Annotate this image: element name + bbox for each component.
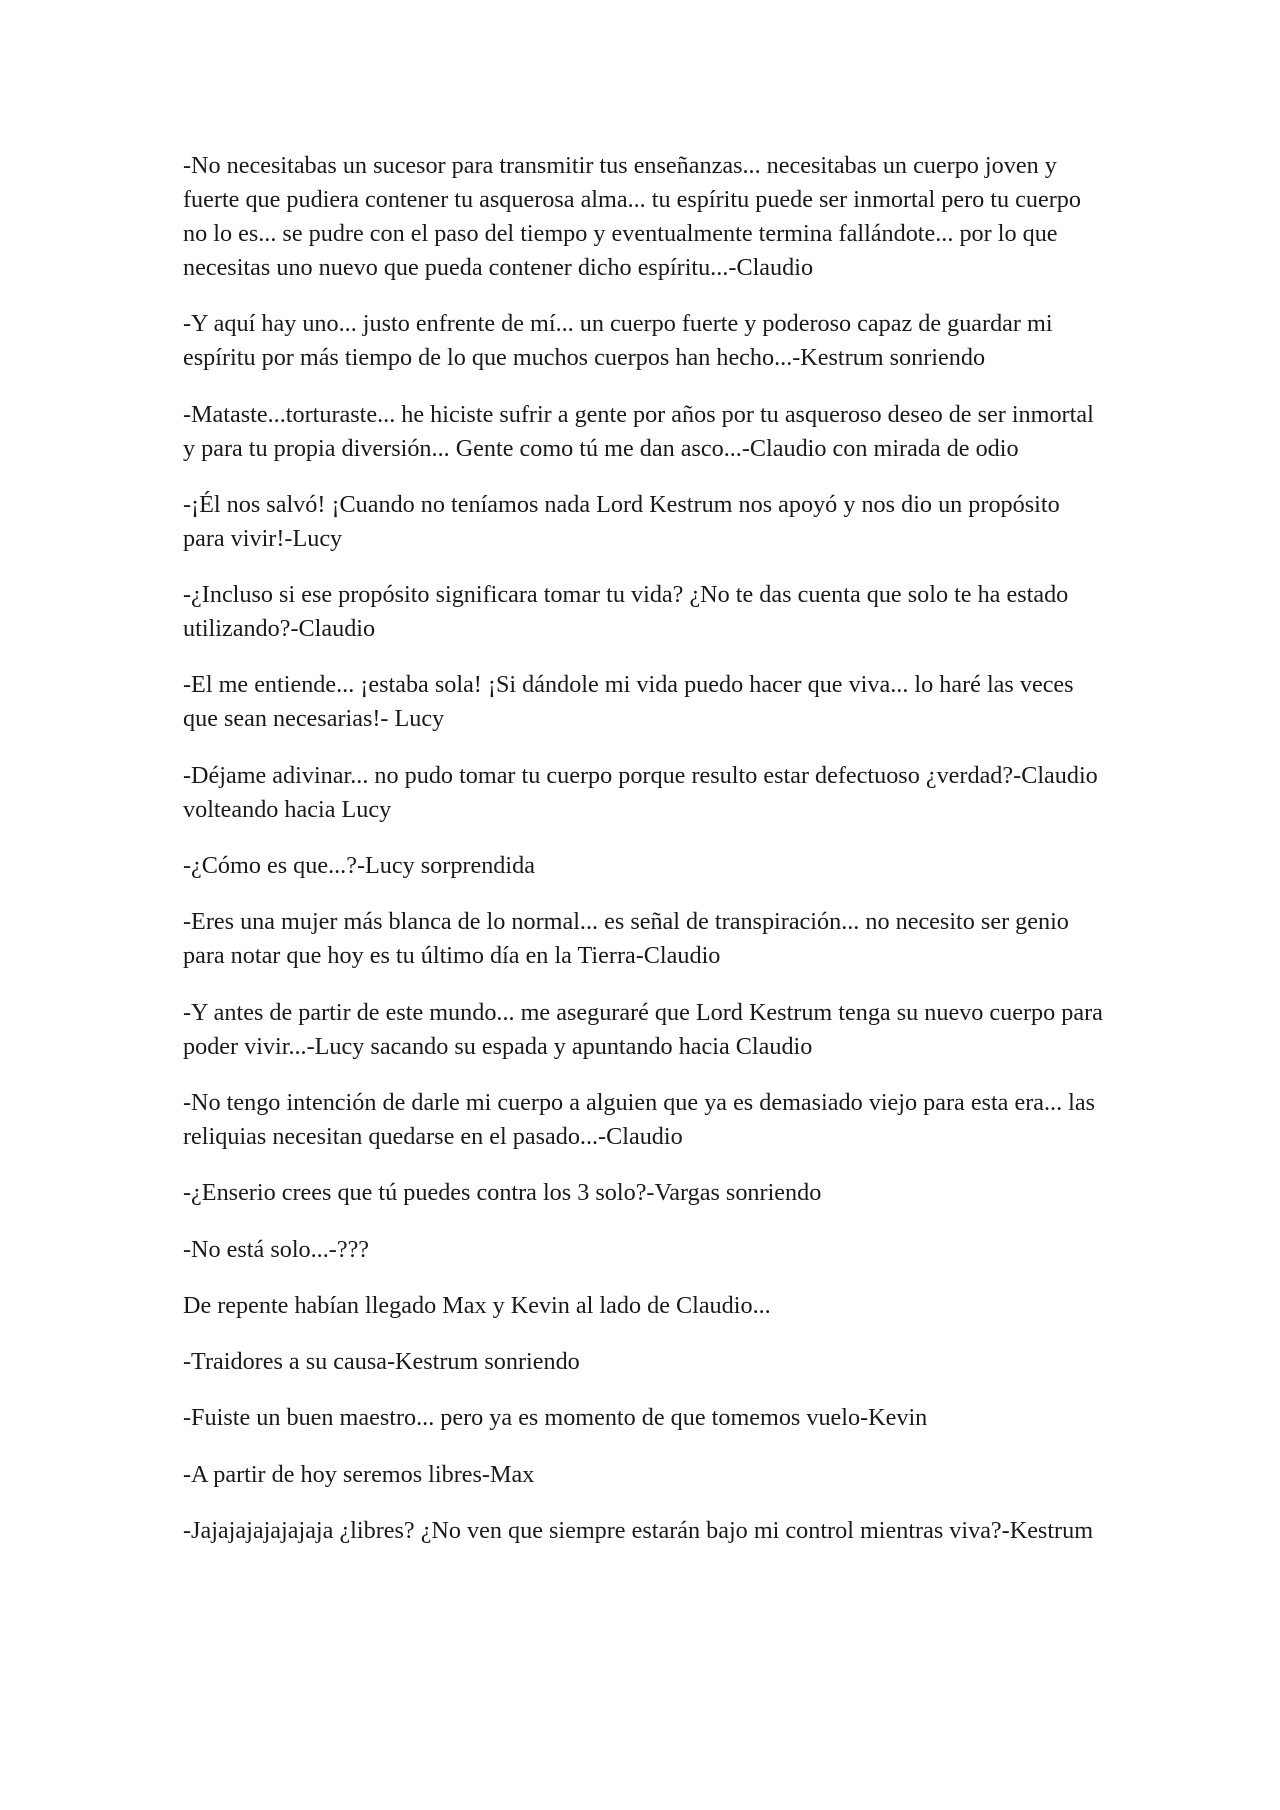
paragraph: -El me entiende... ¡estaba sola! ¡Si dándole mi vida puedo hacer que viva... lo haré las veces que sean necesarias!- Lucy [183,671,1074,733]
paragraph: -Jajajajajajajaja ¿libres? ¿No ven que siempre estarán bajo mi control mientras viva?-Kestrum [183,1517,1094,1545]
paragraph: -Y antes de partir de este mundo... me aseguraré que Lord Kestrum tenga su nuevo cuerpo para poder vivir...-Lucy sacando su espada y apuntando hacia Claudio [183,998,1103,1060]
paragraph: -¿Enserio crees que tú puedes contra los 3 solo?-Vargas sonriendo [183,1179,822,1207]
paragraph: -Traidores a su causa-Kestrum sonriendo [183,1348,580,1376]
paragraph: De repente habían llegado Max y Kevin al lado de Claudio... [183,1291,771,1319]
paragraph: -Y aquí hay uno... justo enfrente de mí... un cuerpo fuerte y poderoso capaz de guardar mi espíritu por más tiempo de lo que muchos cuerpos han hecho...-Kestrum sonriendo [183,310,1053,372]
paragraph: -No tengo intención de darle mi cuerpo a alguien que ya es demasiado viejo para esta era... las reliquias necesitan quedarse en el pasado...-Claudio [183,1088,1096,1150]
paragraph: -No necesitabas un sucesor para transmitir tus enseñanzas... necesitabas un cuerpo joven y fuerte que pudiera contener tu asquerosa alma... tu espíritu puede ser inmortal pero tu cuerpo no lo es... se pudre con el paso del tiempo y eventualmente termina fallándote... por lo que necesitas uno nuevo que pueda contener dicho espíritu...-Claudio [183,152,1081,281]
document-body [183,149,1105,1570]
paragraph: -Eres una mujer más blanca de lo normal... es señal de transpiración... no necesito ser genio para notar que hoy es tu último día en la Tierra-Claudio [183,908,1069,970]
paragraph: -¿Cómo es que...?-Lucy sorprendida [183,852,535,880]
paragraph: -Mataste...torturaste... he hiciste sufrir a gente por años por tu asqueroso deseo de ser inmortal y para tu propia diversión... Gente como tú me dan asco...-Claudio con mirada de odio [183,400,1094,462]
paragraph: -Déjame adivinar... no pudo tomar tu cuerpo porque resulto estar defectuoso ¿verdad?-Claudio volteando hacia Lucy [183,761,1098,823]
paragraph: -A partir de hoy seremos libres-Max [183,1460,535,1488]
paragraph: -No está solo...-??? [183,1235,370,1263]
paragraph: -¿Incluso si ese propósito significara tomar tu vida? ¿No te das cuenta que solo te ha estado utilizando?-Claudio [183,581,1069,643]
paragraph: -Fuiste un buen maestro... pero ya es momento de que tomemos vuelo-Kevin [183,1404,928,1432]
paragraph: -¡Él nos salvó! ¡Cuando no teníamos nada Lord Kestrum nos apoyó y nos dio un propósito para vivir!-Lucy [183,490,1060,552]
